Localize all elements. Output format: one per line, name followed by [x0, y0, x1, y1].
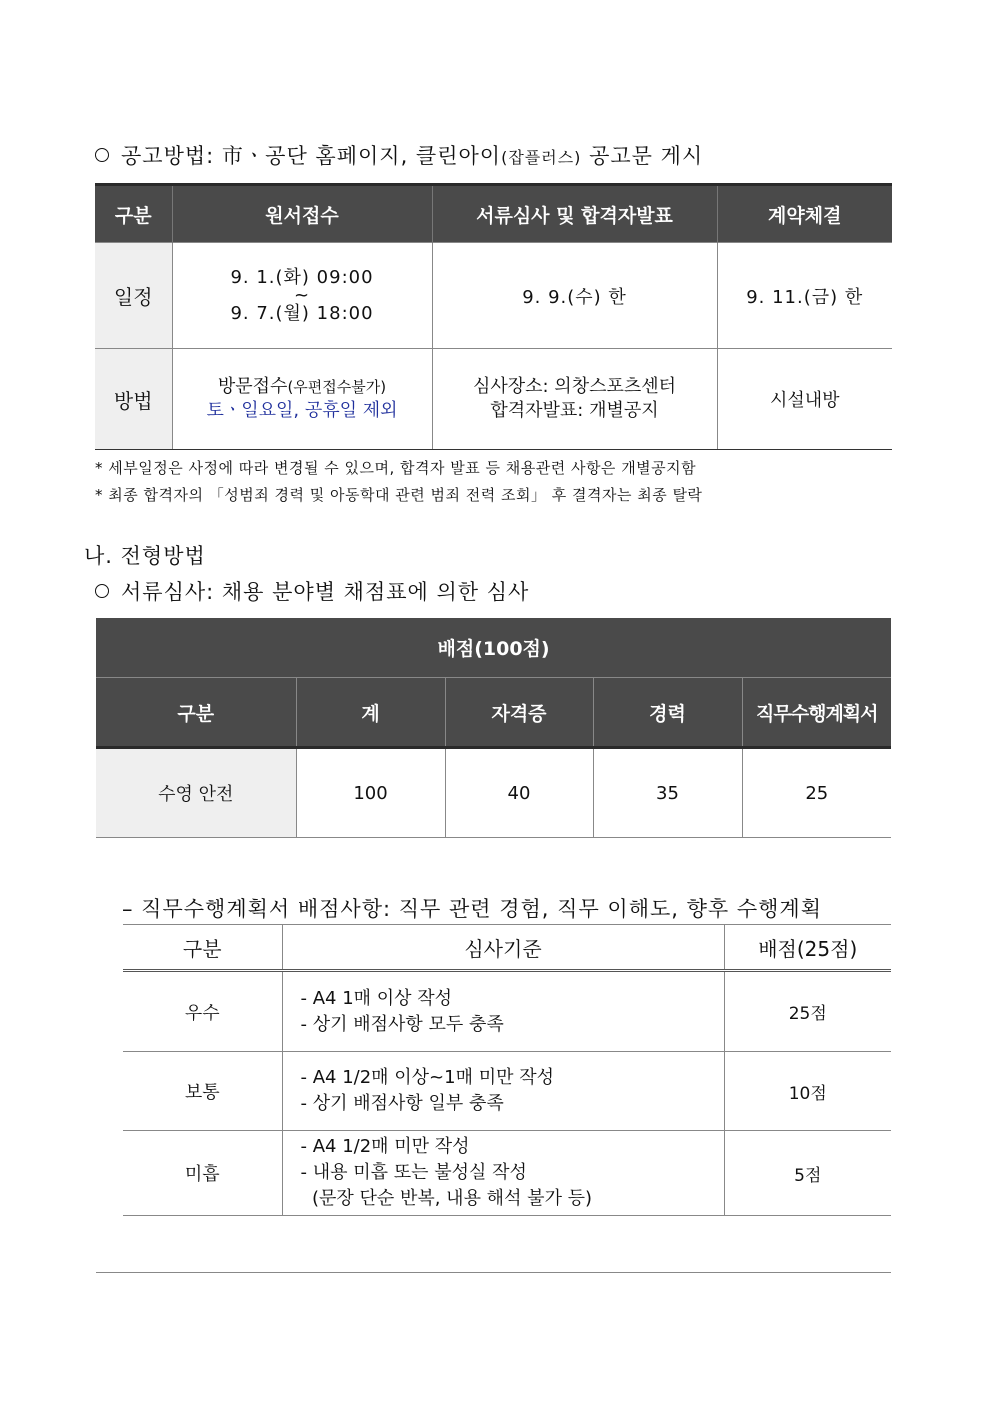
section-title: 나. 전형방법 — [84, 544, 206, 568]
score-top-header: 배점(100점) — [96, 618, 891, 678]
note-1: * 세부일정은 사정에 따라 변경될 수 있으며, 합격자 발표 등 채용관련 사항은 개별공지함 — [95, 459, 697, 477]
score-table — [96, 618, 891, 838]
score-cell: 100 — [296, 748, 445, 838]
plan-header-cell: 구분 — [123, 925, 282, 971]
plan-note: – 직무수행계획서 배점사항: 직무 관련 경험, 직무 이해도, 향후 수행계획 — [122, 897, 823, 921]
grade-cell: 미흡 — [123, 1131, 282, 1216]
score-header-cell: 구분 — [96, 678, 296, 748]
criteria-line: - A4 1매 이상 작성 — [300, 987, 453, 1009]
bottom-divider — [96, 1272, 891, 1273]
criteria-line: - 상기 배점사항 일부 충족 — [300, 1093, 504, 1114]
criteria-cell — [282, 1052, 724, 1131]
criteria-line: - A4 1/2매 이상~1매 미만 작성 — [300, 1067, 554, 1088]
score-cell: 25 — [742, 748, 891, 838]
schedule-header-cell: 원서접수 — [172, 185, 432, 243]
criteria-line: - 내용 미흡 또는 불성실 작성 — [300, 1162, 527, 1183]
note-2: * 최종 합격자의 「성범죄 경력 및 아동학대 관련 범죄 전력 조회」 후 결격자는 최종 탈락 — [95, 486, 703, 504]
plan-row — [123, 1131, 891, 1216]
schedule-table — [95, 183, 892, 450]
row-label: 방법 — [95, 349, 172, 450]
criteria-line: - A4 1/2매 미만 작성 — [300, 1136, 470, 1157]
apply-method-exception: 토ㆍ일요일, 공휴일 제외 — [206, 400, 398, 421]
review-method-cell — [432, 349, 717, 450]
review-place: 심사장소: 의창스포츠센터 — [472, 376, 677, 397]
apply-period-cell — [172, 243, 432, 349]
apply-method: 방문접수 — [217, 376, 288, 397]
screening-text: 서류심사: 채용 분야별 채점표에 의한 심사 — [121, 580, 530, 604]
score-cell: 수영 안전 — [96, 748, 296, 838]
apply-tilde: ~ — [293, 284, 311, 306]
score-cell: 35 — [593, 748, 742, 838]
grade-score-cell: 5점 — [724, 1131, 891, 1216]
plan-header-cell: 심사기준 — [282, 925, 724, 971]
circle-bullet-icon — [95, 584, 109, 598]
announce-paren: (잡플러스) — [501, 148, 582, 167]
plan-header-cell: 배점(25점) — [724, 925, 891, 971]
score-row — [96, 748, 891, 838]
criteria-line: - 상기 배점사항 모두 충족 — [300, 1013, 504, 1035]
plan-row — [123, 1052, 891, 1131]
grade-score-cell: 25점 — [724, 971, 891, 1052]
schedule-header-cell: 계약체결 — [717, 185, 892, 243]
plan-table — [123, 924, 891, 1216]
score-header-cell: 직무수행계획서 — [742, 678, 891, 748]
criteria-cell — [282, 971, 724, 1052]
apply-start: 9. 1.(화) 09:00 — [230, 266, 374, 288]
score-cell: 40 — [445, 748, 593, 838]
plan-row — [123, 971, 891, 1052]
schedule-header-cell: 서류심사 및 합격자발표 — [432, 185, 717, 243]
screening-line — [95, 576, 529, 606]
score-header-cell: 자격증 — [445, 678, 593, 748]
schedule-row — [95, 243, 892, 349]
apply-end: 9. 7.(월) 18:00 — [230, 302, 374, 324]
criteria-cell — [282, 1131, 724, 1216]
grade-cell: 보통 — [123, 1052, 282, 1131]
criteria-line: (문장 단순 반복, 내용 해석 불가 등) — [300, 1188, 593, 1209]
score-header-cell: 경력 — [593, 678, 742, 748]
method-row — [95, 349, 892, 450]
grade-cell: 우수 — [123, 971, 282, 1052]
result-announce: 합격자발표: 개별공지 — [490, 400, 659, 421]
score-header-cell: 계 — [296, 678, 445, 748]
announce-tail: 공고문 게시 — [581, 144, 704, 168]
schedule-header-row — [95, 185, 892, 243]
plan-header-row — [123, 925, 891, 971]
announce-text: 공고방법: 市ㆍ공단 홈페이지, 클린아이 — [121, 144, 502, 168]
grade-score-cell: 10점 — [724, 1052, 891, 1131]
row-label: 일정 — [95, 243, 172, 349]
score-header-row — [96, 678, 891, 748]
announce-line — [95, 140, 703, 170]
apply-method-cell — [172, 349, 432, 450]
review-date-cell: 9. 9.(수) 한 — [432, 243, 717, 349]
schedule-header-cell: 구분 — [95, 185, 172, 243]
score-top-header-row — [96, 618, 891, 678]
circle-bullet-icon — [95, 148, 109, 162]
apply-method-note: (우편접수불가) — [287, 378, 387, 396]
contract-date-cell: 9. 11.(금) 한 — [717, 243, 892, 349]
contract-method-cell: 시설내방 — [717, 349, 892, 450]
